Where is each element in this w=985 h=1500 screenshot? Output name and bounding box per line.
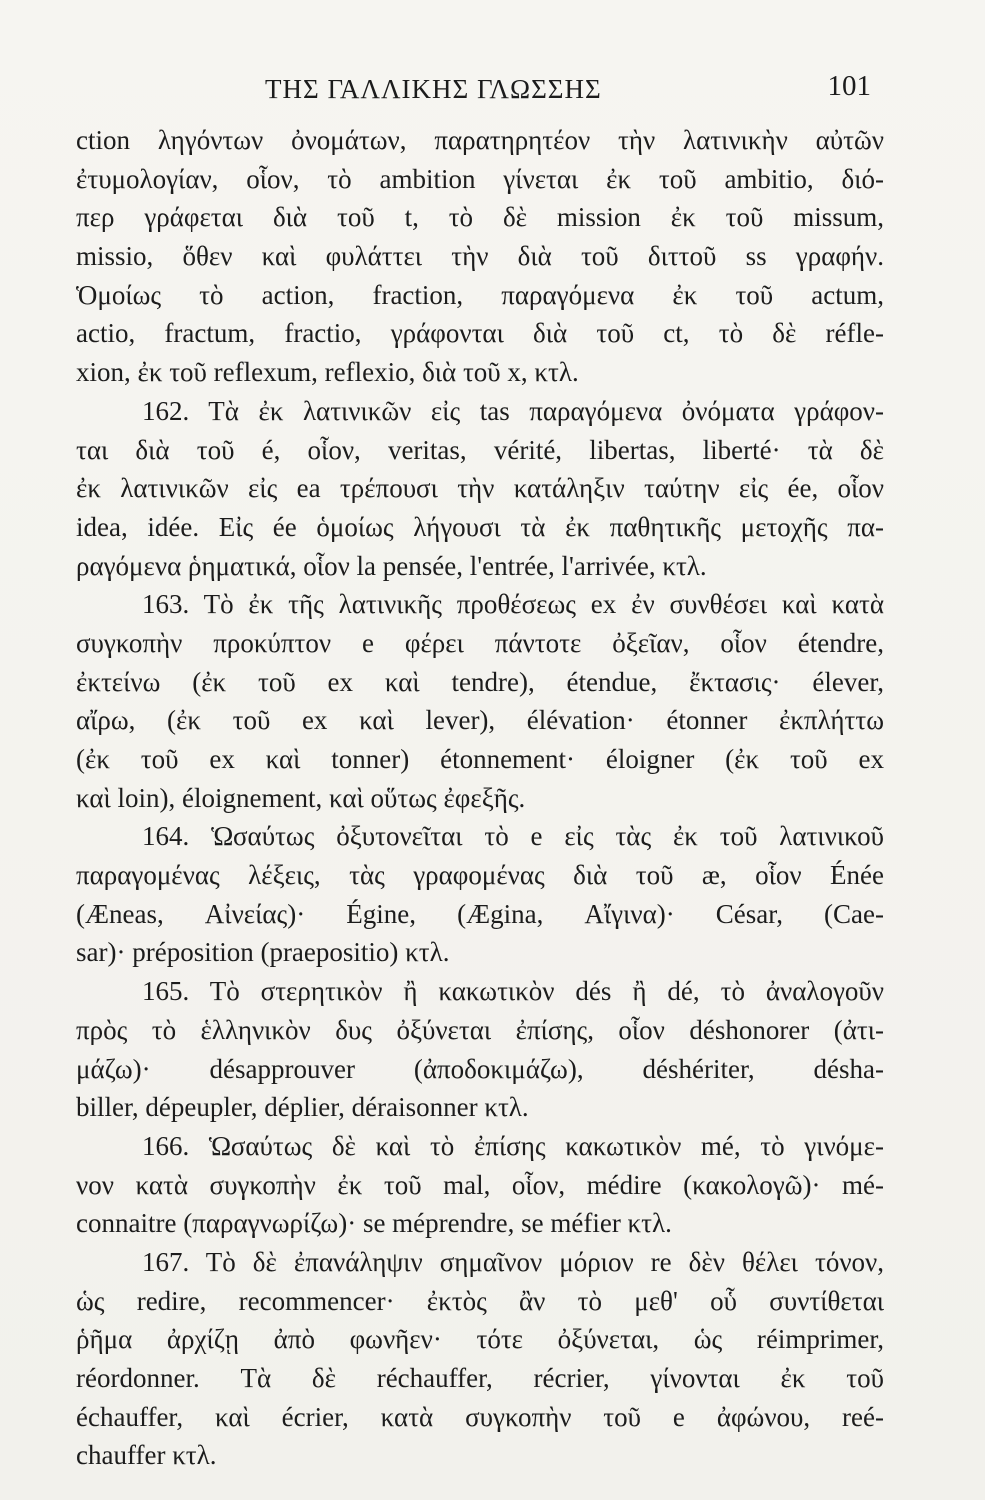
running-title: ΤΗΣ ΓΑΛΛΙΚΗΣ ΓΛΩΣΣΗΣ: [265, 74, 602, 104]
text-line: missio, ὅθεν καὶ φυλάττει τὴν διὰ τοῦ διττοῦ ss γραφήν.: [76, 241, 884, 272]
text-line: idea, idée. Εἰς ée ὁμοίως λήγουσι τὰ ἐκ παθητικῆς μετοχῆς πα-: [76, 511, 884, 542]
page-header: [265, 70, 885, 112]
text-line: παραγομένας λέξεις, τὰς γραφομένας διὰ τοῦ æ, οἷον Énée: [76, 860, 884, 891]
text-line: 164. Ὡσαύτως ὀξυτονεῖται τὸ e εἰς τὰς ἐκ τοῦ λατινικοῦ: [142, 821, 884, 852]
text-line: (Æneas, Αἰνείας)· Égine, (Ægina, Αἴγινα)· César, (Cae-: [76, 898, 884, 929]
text-line: ἐκ λατινικῶν εἰς ea τρέπουσι τὴν κατάληξιν ταύτην εἰς ée, οἷον: [76, 473, 884, 504]
text-line: sar)· préposition (praepositio) κτλ.: [76, 937, 450, 968]
text-line: ραγόμενα ῥηματικά, οἷον la pensée, l'entrée, l'arrivée, κτλ.: [76, 550, 707, 581]
text-body: [76, 121, 884, 1475]
text-line: (ἐκ τοῦ ex καὶ tonner) étonnement· éloigner (ἐκ τοῦ ex: [76, 744, 884, 774]
text-line: περ γράφεται διὰ τοῦ t, τὸ δὲ mission ἐκ τοῦ missum,: [76, 202, 884, 233]
text-line: xion, ἐκ τοῦ reflexum, reflexio, διὰ τοῦ x, κτλ.: [76, 357, 579, 388]
text-line: 165. Τὸ στερητικὸν ἢ κακωτικὸν dés ἢ dé, τὸ ἀναλογοῦν: [142, 976, 884, 1007]
text-line: ὡς redire, recommencer· ἐκτὸς ἂν τὸ μεθ' οὗ συντίθεται: [76, 1285, 884, 1316]
page-number: 101: [827, 70, 871, 102]
text-line: connaitre (παραγνωρίζω)· se méprendre, se méfier κτλ.: [76, 1208, 672, 1239]
text-line: νον κατὰ συγκοπὴν ἐκ τοῦ mal, οἷον, médire (κακολογῶ)· mé-: [76, 1169, 884, 1200]
text-line: réordonner. Τὰ δὲ réchauffer, récrier, γίνονται ἐκ τοῦ: [76, 1363, 884, 1393]
text-line: καὶ loin), éloignement, καὶ οὕτως ἐφεξῆς.: [76, 782, 526, 813]
text-line: ἐτυμολογίαν, οἷον, τὸ ambition γίνεται ἐκ τοῦ ambitio, διό-: [76, 163, 884, 194]
text-line: actio, fractum, fractio, γράφονται διὰ τοῦ ct, τὸ δὲ réfle-: [76, 318, 884, 349]
text-line: 166. Ὡσαύτως δὲ καὶ τὸ ἐπίσης κακωτικὸν mé, τὸ γινόμε-: [142, 1130, 884, 1161]
text-line: αἴρω, (ἐκ τοῦ ex καὶ lever), élévation· étonner ἐκπλήττω: [76, 705, 884, 736]
text-line: chauffer κτλ.: [76, 1440, 217, 1471]
text-line: 163. Τὸ ἐκ τῆς λατινικῆς προθέσεως ex ἐν συνθέσει καὶ κατὰ: [142, 589, 884, 620]
text-line: échauffer, καὶ écrier, κατὰ συγκοπὴν τοῦ e ἀφώνου, reé-: [76, 1401, 884, 1432]
text-line: ction ληγόντων ὀνομάτων, παρατηρητέον τὴν λατινικὴν αὐτῶν: [76, 125, 884, 155]
text-line: biller, dépeupler, déplier, déraisonner κτλ.: [76, 1092, 529, 1123]
text-line: 167. Τὸ δὲ ἐπανάληψιν σημαῖνον μόριον re δὲν θέλει τόνον,: [142, 1246, 884, 1277]
text-line: Ὁμοίως τὸ action, fraction, παραγόμενα ἐκ τοῦ actum,: [76, 279, 884, 310]
text-line: ἐκτείνω (ἐκ τοῦ ex καὶ tendre), étendue, ἔκτασις· élever,: [76, 666, 884, 697]
text-line: συγκοπὴν προκύπτον e φέρει πάντοτε ὀξεῖαν, οἷον étendre,: [76, 627, 884, 658]
text-line: ῥῆμα ἀρχίζῃ ἀπὸ φωνῆεν· τότε ὀξύνεται, ὡς réimprimer,: [76, 1324, 884, 1355]
text-line: 162. Τὰ ἐκ λατινικῶν εἰς tas παραγόμενα ὀνόματα γράφον-: [142, 395, 884, 426]
text-line: ται διὰ τοῦ é, οἷον, veritas, vérité, libertas, liberté· τὰ δὲ: [76, 434, 884, 465]
text-line: μάζω)· désapprouver (ἀποδοκιμάζω), déshériter, désha-: [76, 1053, 884, 1084]
text-line: πρὸς τὸ ἑλληνικὸν δυς ὀξύνεται ἐπίσης, οἷον déshonorer (ἀτι-: [76, 1014, 884, 1045]
